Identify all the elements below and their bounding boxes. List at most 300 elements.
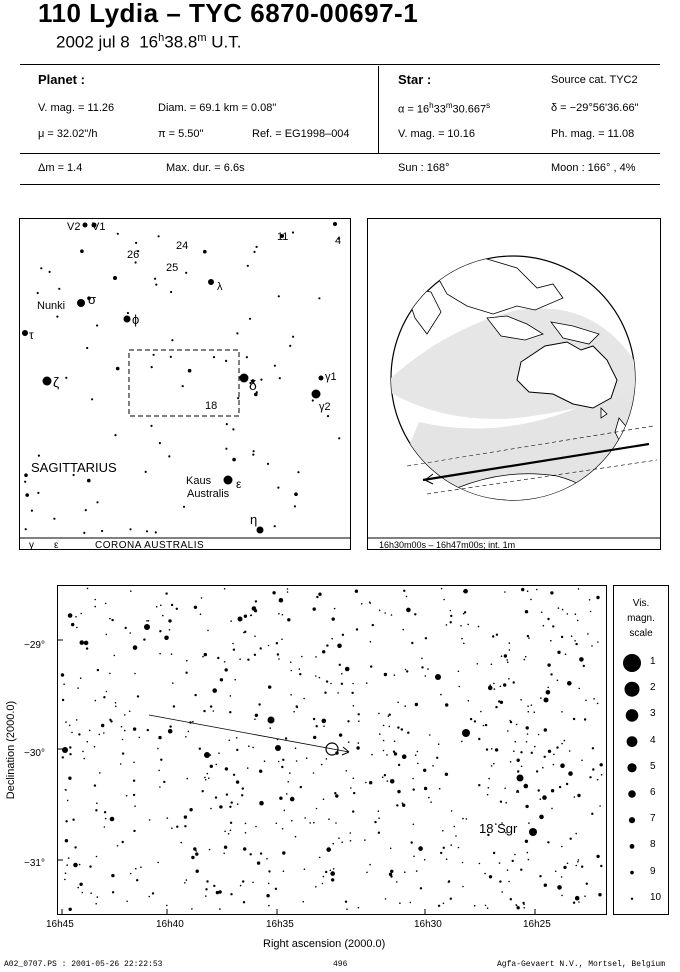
chart-field-star	[116, 845, 118, 847]
chart-field-star	[286, 793, 288, 795]
chart-field-star	[512, 681, 514, 683]
chart-field-star	[473, 720, 475, 722]
chart-field-star	[507, 730, 509, 732]
chart-field-star	[537, 733, 539, 735]
chart-field-star	[255, 825, 257, 827]
chart-field-star	[360, 603, 362, 605]
chart-field-star	[113, 654, 115, 656]
chart-field-star	[210, 807, 212, 809]
chart-bright-star	[516, 774, 523, 781]
scale-title-scale: scale	[629, 628, 653, 639]
chart-field-star	[93, 745, 95, 747]
footer-publisher: Agfa-Gevaert N.V., Mortsel, Belgium	[497, 960, 666, 969]
chart-field-star	[193, 847, 196, 850]
chart-field-star	[577, 859, 579, 861]
chart-field-star	[444, 772, 447, 775]
chart-field-star	[239, 658, 241, 660]
chart-field-star	[508, 880, 510, 882]
chart-field-star	[69, 753, 71, 755]
chart-field-star	[352, 682, 354, 684]
label-delta: δ	[248, 376, 257, 393]
chart-field-star	[517, 770, 519, 772]
chart-field-star	[77, 687, 79, 689]
chart-field-star	[585, 699, 587, 701]
finder-field-star	[181, 385, 183, 387]
chart-field-star	[557, 607, 559, 609]
chart-field-star	[344, 900, 346, 902]
star-ra-prefix: α = 16	[398, 103, 430, 116]
chart-field-star	[440, 693, 442, 695]
chart-field-star	[511, 859, 513, 861]
chart-field-star	[323, 725, 325, 727]
chart-bright-star	[275, 745, 281, 751]
finder-named-star	[311, 389, 320, 398]
chart-field-star	[325, 870, 327, 872]
chart-field-star	[513, 750, 515, 752]
chart-field-star	[540, 817, 542, 819]
chart-field-star	[212, 710, 214, 712]
chart-field-star	[450, 614, 452, 616]
chart-field-star	[427, 668, 429, 670]
chart-field-star	[165, 592, 167, 594]
chart-field-star	[313, 735, 316, 738]
chart-field-star	[132, 793, 134, 795]
chart-field-star	[550, 639, 552, 641]
chart-field-star	[114, 702, 116, 704]
finder-field-star	[237, 397, 239, 399]
scale-title-magn: magn.	[627, 613, 655, 624]
chart-field-star	[94, 598, 96, 600]
xtick-16h25: 16h25	[523, 919, 551, 930]
chart-field-star	[388, 713, 390, 715]
chart-field-star	[542, 624, 544, 626]
chart-field-star	[184, 882, 186, 884]
chart-field-star	[340, 682, 342, 684]
chart-field-star	[338, 733, 341, 736]
chart-field-star	[254, 718, 256, 720]
chart-field-star	[417, 762, 419, 764]
chart-field-star	[281, 638, 283, 640]
finder-field-star	[253, 250, 255, 252]
chart-field-star	[259, 647, 261, 649]
chart-field-star	[258, 703, 260, 705]
finder-field-star	[30, 509, 32, 511]
chart-field-star	[259, 769, 262, 772]
chart-field-star	[561, 608, 563, 610]
chart-field-star	[574, 613, 576, 615]
chart-field-star	[215, 763, 217, 765]
scale-dot-9	[630, 871, 634, 875]
chart-field-star	[390, 869, 393, 872]
chart-field-star	[96, 668, 98, 670]
chart-field-star	[377, 831, 379, 833]
chart-field-star	[194, 693, 196, 695]
chart-field-star	[506, 869, 508, 871]
chart-field-star	[266, 857, 268, 859]
chart-field-star	[521, 587, 524, 590]
globe-svg	[367, 218, 661, 550]
chart-field-star	[552, 625, 554, 627]
chart-field-star	[267, 882, 269, 884]
chart-field-star	[199, 613, 201, 615]
chart-field-star	[219, 805, 222, 808]
chart-field-star	[79, 882, 82, 885]
finder-field-star	[278, 377, 280, 379]
chart-field-star	[495, 705, 497, 707]
label-v1: V1	[91, 220, 105, 233]
finder-field-star	[277, 295, 279, 297]
chart-field-star	[275, 642, 277, 644]
chart-field-star	[172, 705, 174, 707]
chart-field-star	[294, 747, 296, 749]
chart-field-star	[506, 661, 508, 663]
chart-field-star	[523, 783, 528, 788]
finder-field-star	[291, 231, 293, 233]
chart-field-star	[120, 725, 122, 727]
chart-field-star	[523, 907, 525, 909]
chart-field-star	[341, 673, 343, 675]
chart-field-star	[449, 621, 451, 623]
chart-field-star	[383, 774, 385, 776]
chart-bright-star	[204, 752, 210, 758]
chart-field-star	[201, 790, 203, 792]
chart-field-star	[104, 602, 106, 604]
chart-field-star	[75, 719, 77, 721]
chart-field-star	[158, 735, 161, 738]
chart-field-star	[503, 654, 506, 657]
chart-field-star	[487, 685, 492, 690]
chart-field-star	[134, 672, 136, 674]
chart-field-star	[279, 796, 282, 799]
constellation-name-south: CORONA AUSTRALIS	[94, 539, 204, 550]
finder-named-star	[223, 475, 232, 484]
finder-named-star	[22, 330, 28, 336]
chart-field-star	[230, 620, 232, 622]
chart-field-star	[123, 729, 125, 731]
chart-field-star	[136, 695, 138, 697]
finder-field-star	[203, 251, 205, 253]
chart-field-star	[318, 592, 321, 595]
chart-field-star	[461, 637, 463, 639]
chart-field-star	[517, 791, 519, 793]
chart-field-star	[490, 663, 492, 665]
chart-field-star	[208, 848, 210, 850]
chart-field-star	[530, 704, 532, 706]
chart-field-star	[229, 805, 231, 807]
chart-field-star	[318, 856, 320, 858]
chart-bright-star	[462, 729, 470, 737]
chart-field-star	[353, 791, 355, 793]
label-nunki: Nunki	[36, 299, 65, 312]
chart-field-star	[335, 822, 337, 824]
finder-field-star	[252, 450, 254, 452]
chart-field-star	[536, 588, 538, 590]
chart-field-star	[124, 714, 126, 716]
chart-field-star	[349, 840, 351, 842]
chart-field-star	[223, 845, 226, 848]
chart-field-star	[166, 904, 168, 906]
chart-field-star	[569, 837, 571, 839]
chart-field-star	[289, 796, 294, 801]
chart-field-star	[587, 633, 589, 635]
chart-field-star	[399, 902, 401, 904]
star-ra-s: s	[486, 101, 491, 110]
chart-field-star	[397, 789, 400, 792]
chart-field-star	[299, 673, 301, 675]
chart-field-star	[561, 711, 563, 713]
chart-field-star	[351, 691, 353, 693]
finder-field-star	[185, 271, 187, 273]
chart-field-star	[520, 765, 522, 767]
chart-field-star	[312, 772, 314, 774]
chart-field-star	[445, 624, 447, 626]
chart-field-star	[224, 830, 226, 832]
time-minutes: 38.8	[164, 32, 198, 52]
chart-field-star	[72, 818, 74, 820]
chart-field-star	[232, 773, 234, 775]
chart-field-star	[498, 862, 500, 864]
chart-field-star	[547, 841, 549, 843]
chart-field-star	[553, 753, 555, 755]
scale-value-4: 4	[650, 734, 656, 746]
chart-field-star	[423, 786, 426, 789]
chart-field-star	[418, 846, 423, 851]
finder-named-star	[318, 375, 323, 380]
chart-field-star	[337, 692, 339, 694]
chart-field-star	[589, 610, 591, 612]
planet-motion: μ = 32.02"/h	[38, 128, 98, 140]
chart-bright-star	[144, 624, 150, 630]
chart-field-star	[447, 881, 449, 883]
chart-field-star	[370, 665, 372, 667]
chart-field-star	[487, 787, 489, 789]
label-18: 18	[204, 399, 217, 412]
chart-field-star	[499, 800, 501, 802]
chart-field-star	[412, 777, 414, 779]
chart-field-star	[158, 769, 160, 771]
chart-field-star	[386, 754, 388, 756]
chart-field-star	[83, 757, 85, 759]
finder-field-star	[53, 517, 55, 519]
chart-field-star	[406, 670, 408, 672]
chart-field-star	[413, 855, 415, 857]
chart-field-star	[526, 851, 528, 853]
chart-field-star	[250, 614, 252, 616]
chart-field-star	[453, 825, 455, 827]
chart-field-star	[508, 642, 510, 644]
finder-field-star	[252, 453, 254, 455]
star-source-catalog: Source cat. TYC2	[551, 74, 638, 86]
label-australis: Australis	[186, 487, 229, 500]
chart-field-star	[525, 741, 527, 743]
chart-field-star	[515, 904, 517, 906]
finder-field-star	[91, 398, 93, 400]
chart-field-star	[81, 891, 83, 893]
chart-field-star	[378, 609, 380, 611]
chart-field-star	[282, 758, 284, 760]
chart-field-star	[591, 812, 593, 814]
chart-field-star	[278, 598, 283, 603]
finder-named-star	[123, 315, 130, 322]
chart-field-star	[183, 815, 186, 818]
finder-field-star	[236, 332, 238, 334]
chart-field-star	[303, 868, 305, 870]
chart-field-star	[239, 884, 241, 886]
chart-field-star	[414, 613, 416, 615]
chart-field-star	[103, 696, 105, 698]
chart-field-star	[241, 787, 243, 789]
chart-field-star	[101, 723, 104, 726]
planet-ephemeris-ref: Ref. = EG1998–004	[252, 128, 350, 140]
chart-field-star	[574, 895, 579, 900]
chart-field-star	[534, 745, 536, 747]
chart-field-star	[501, 891, 503, 893]
chart-field-star	[491, 748, 493, 750]
chart-field-star	[207, 753, 209, 755]
chart-field-star	[377, 810, 379, 812]
finder-field-star	[129, 528, 131, 530]
chart-field-star	[184, 825, 186, 827]
chart-bright-star	[267, 716, 274, 723]
ytick-29: −29°	[24, 640, 45, 651]
finder-field-star	[114, 434, 116, 436]
chart-field-star	[585, 882, 587, 884]
chart-field-star	[243, 847, 246, 850]
chart-field-star	[64, 872, 66, 874]
chart-field-star	[539, 798, 541, 800]
chart-field-star	[99, 772, 101, 774]
chart-field-star	[315, 886, 317, 888]
chart-field-star	[484, 723, 486, 725]
chart-field-star	[397, 701, 399, 703]
chart-field-star	[528, 637, 530, 639]
chart-field-star	[105, 690, 107, 692]
chart-field-star	[229, 695, 231, 697]
chart-field-star	[89, 865, 91, 867]
chart-field-star	[322, 650, 325, 653]
scale-dot-1	[623, 654, 641, 672]
chart-field-star	[572, 717, 574, 719]
chart-field-star	[146, 728, 148, 730]
finder-field-star	[273, 364, 275, 366]
header-rule-mid	[20, 153, 660, 154]
chart-field-star	[126, 900, 128, 902]
chart-field-star	[69, 746, 71, 748]
chart-field-star	[76, 626, 78, 628]
chart-field-star	[486, 907, 488, 909]
star-ra-seconds: 30.667	[452, 103, 487, 116]
chart-field-star	[596, 778, 598, 780]
chart-field-star	[382, 724, 384, 726]
chart-field-star	[229, 829, 231, 831]
chart-field-star	[282, 870, 284, 872]
chart-field-star	[508, 678, 510, 680]
finder-field-star	[338, 437, 340, 439]
chart-field-star	[463, 588, 468, 593]
chart-field-star	[575, 832, 577, 834]
chart-field-star	[138, 736, 140, 738]
chart-field-star	[111, 891, 113, 893]
chart-field-star	[195, 869, 198, 872]
earth-map-panel	[367, 218, 661, 550]
finder-field-star	[260, 378, 262, 380]
scale-value-8: 8	[650, 839, 656, 851]
chart-field-star	[369, 602, 371, 604]
star-chart	[57, 585, 607, 915]
chart-field-star	[494, 748, 497, 751]
star-ra-h: h	[429, 101, 434, 110]
chart-field-star	[400, 728, 402, 730]
chart-field-star	[384, 612, 386, 614]
chart-field-star	[73, 862, 78, 867]
chart-field-star	[163, 780, 165, 782]
chart-field-star	[109, 617, 111, 619]
scale-dot-2	[625, 682, 640, 697]
magnitude-scale	[613, 585, 669, 915]
chart-field-star	[389, 779, 394, 784]
chart-field-star	[215, 890, 218, 893]
chart-field-star	[281, 613, 283, 615]
chart-field-star	[65, 721, 67, 723]
chart-field-star	[206, 880, 208, 882]
chart-field-star	[358, 720, 360, 722]
label-sigma: σ	[87, 291, 96, 307]
chart-field-star	[295, 760, 297, 762]
chart-field-star	[64, 839, 67, 842]
chart-field-star	[65, 820, 67, 822]
chart-field-star	[530, 751, 532, 753]
chart-field-star	[503, 683, 506, 686]
chart-field-star	[490, 765, 492, 767]
chart-field-star	[208, 777, 210, 779]
chart-field-star	[103, 732, 105, 734]
chart-field-star	[478, 737, 480, 739]
chart-field-star	[242, 901, 244, 903]
event-date: 2002 jul 8	[56, 32, 130, 52]
finder-field-star	[37, 454, 39, 456]
chart-field-star	[352, 810, 354, 812]
chart-field-star	[396, 881, 398, 883]
chart-field-star	[480, 710, 482, 712]
chart-field-star	[404, 871, 406, 873]
chart-field-star	[95, 855, 97, 857]
chart-field-star	[335, 794, 338, 797]
finder-field-star	[297, 471, 299, 473]
globe-caption: 16h30m00s – 16h47m00s; int. 1m	[378, 539, 515, 550]
finder-field-star	[134, 261, 136, 263]
finder-field-star	[56, 315, 58, 317]
chart-field-star	[416, 750, 418, 752]
chart-field-star	[415, 870, 417, 872]
star-vmag: V. mag. = 10.16	[398, 128, 475, 140]
chart-field-star	[412, 823, 414, 825]
finder-field-star	[318, 297, 320, 299]
chart-field-star	[462, 612, 464, 614]
chart-field-star	[229, 711, 231, 713]
chart-field-star	[535, 770, 537, 772]
finder-field-star	[255, 245, 257, 247]
chart-field-star	[332, 868, 334, 870]
chart-field-star	[414, 702, 417, 705]
chart-field-star	[252, 881, 254, 883]
chart-field-star	[598, 893, 601, 896]
chart-field-star	[588, 599, 590, 601]
chart-field-star	[60, 673, 63, 676]
chart-field-star	[484, 904, 486, 906]
chart-field-star	[382, 739, 384, 741]
chart-field-star	[547, 617, 549, 619]
chart-field-star	[247, 658, 249, 660]
